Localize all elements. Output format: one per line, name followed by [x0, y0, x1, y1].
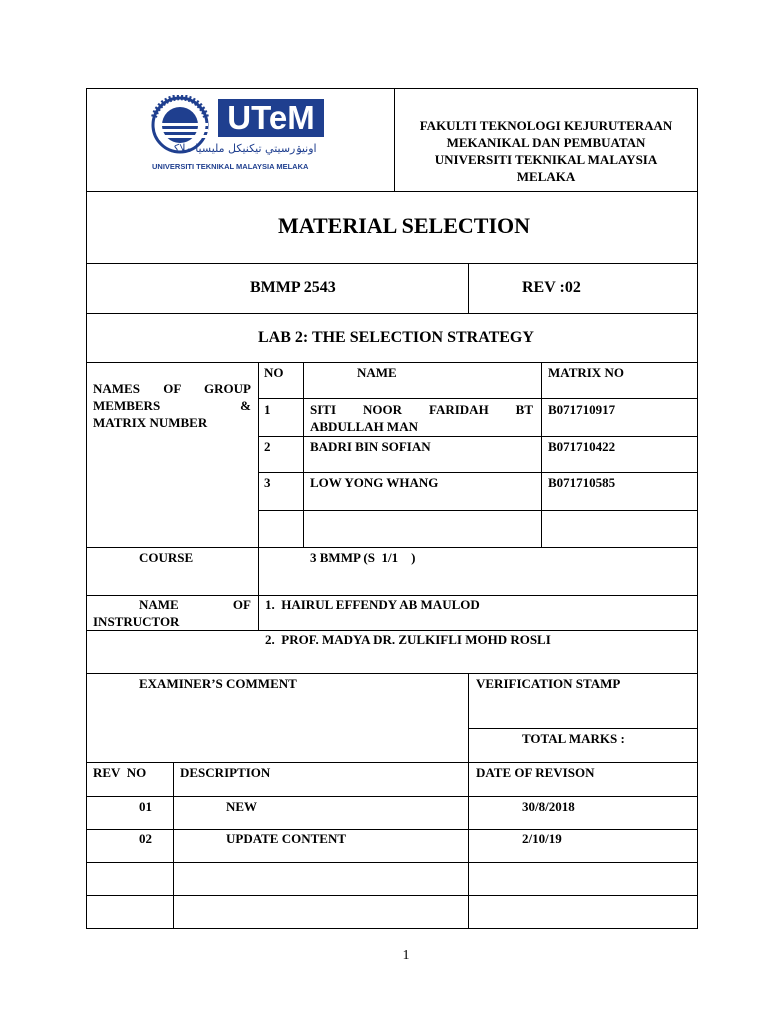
- divider: [173, 762, 174, 929]
- instructor-label-line: NAME OF: [139, 597, 251, 612]
- divider: [258, 472, 698, 473]
- instructor-name: 2. PROF. MADYA DR. ZULKIFLI MOHD ROSLI: [265, 632, 551, 647]
- faculty-line: MEKANIKAL DAN PEMBUATAN: [446, 135, 646, 150]
- divider: [258, 510, 698, 511]
- rev-no: 01: [139, 799, 152, 814]
- member-name-line: SITI NOOR FARIDAH BT: [310, 402, 533, 417]
- members-label-line: MEMBERS &: [93, 398, 251, 413]
- member-no: 2: [264, 439, 271, 454]
- col-header-no: NO: [264, 365, 284, 380]
- document-title: MATERIAL SELECTION: [277, 213, 531, 238]
- member-no: 3: [264, 475, 271, 490]
- divider: [86, 313, 698, 314]
- examiner-comment-label: EXAMINER’S COMMENT: [139, 676, 297, 691]
- divider: [86, 263, 698, 264]
- faculty-name: [396, 117, 696, 185]
- total-marks-label: TOTAL MARKS :: [522, 731, 625, 746]
- instructor-label: [93, 596, 251, 630]
- divider: [258, 362, 259, 630]
- divider: [468, 728, 698, 729]
- rev-description: UPDATE CONTENT: [226, 831, 347, 846]
- instructor-label-line: INSTRUCTOR: [93, 614, 180, 629]
- divider: [86, 862, 698, 863]
- divider: [541, 362, 542, 547]
- divider: [86, 796, 698, 797]
- member-name: [310, 401, 533, 435]
- revision-number: REV :02: [522, 279, 581, 296]
- rev-no: 02: [139, 831, 152, 846]
- divider: [86, 829, 698, 830]
- faculty-line: FAKULTI TEKNOLOGI KEJURUTERAAN: [419, 118, 673, 133]
- divider: [394, 88, 395, 191]
- members-label-line: MATRIX NUMBER: [93, 415, 208, 430]
- logo-caption: UNIVERSITI TEKNIKAL MALAYSIA MELAKA: [152, 162, 309, 171]
- course-code: BMMP 2543: [250, 279, 336, 296]
- member-name-line: ABDULLAH MAN: [310, 419, 418, 434]
- instructor-name: 1. HAIRUL EFFENDY AB MAULOD: [265, 597, 480, 612]
- divider: [258, 398, 698, 399]
- faculty-line: UNIVERSITI TEKNIKAL MALAYSIA: [434, 152, 658, 167]
- page-number: 1: [402, 948, 410, 963]
- divider: [468, 673, 469, 929]
- col-header-matrix: MATRIX NO: [548, 365, 624, 380]
- col-header-name: NAME: [357, 365, 397, 380]
- members-label-line: NAMES OF GROUP: [93, 381, 251, 396]
- verification-stamp-label: VERIFICATION STAMP: [476, 676, 621, 691]
- member-matrix: B071710917: [548, 402, 616, 417]
- members-label: [93, 380, 251, 431]
- lab-title: LAB 2: THE SELECTION STRATEGY: [258, 329, 534, 346]
- rev-description: NEW: [226, 799, 258, 814]
- university-logo: [148, 95, 338, 180]
- member-name: BADRI BIN SOFIAN: [310, 439, 431, 454]
- logo-jawi-text: اونيۏرسيتي تيکنيکل مليسيا ملاک: [169, 142, 317, 155]
- faculty-line: MELAKA: [516, 169, 576, 184]
- course-value: 3 BMMP (S 1/1 ): [310, 550, 416, 565]
- member-name: LOW YONG WHANG: [310, 475, 439, 490]
- course-label: COURSE: [139, 550, 194, 565]
- divider: [86, 191, 698, 192]
- divider: [303, 362, 304, 547]
- rev-header-no: REV NO: [93, 765, 147, 780]
- rev-date: 30/8/2018: [522, 799, 575, 814]
- divider: [86, 547, 698, 548]
- divider: [468, 263, 469, 313]
- divider: [86, 673, 698, 674]
- rev-header-date: DATE OF REVISON: [476, 765, 595, 780]
- member-matrix: B071710585: [548, 475, 616, 490]
- divider: [258, 436, 698, 437]
- divider: [86, 762, 698, 763]
- member-no: 1: [264, 402, 271, 417]
- member-matrix: B071710422: [548, 439, 616, 454]
- divider: [86, 362, 698, 363]
- rev-header-description: DESCRIPTION: [180, 765, 271, 780]
- rev-date: 2/10/19: [522, 831, 562, 846]
- divider: [86, 895, 698, 896]
- logo-wordmark: UTeM: [218, 99, 324, 137]
